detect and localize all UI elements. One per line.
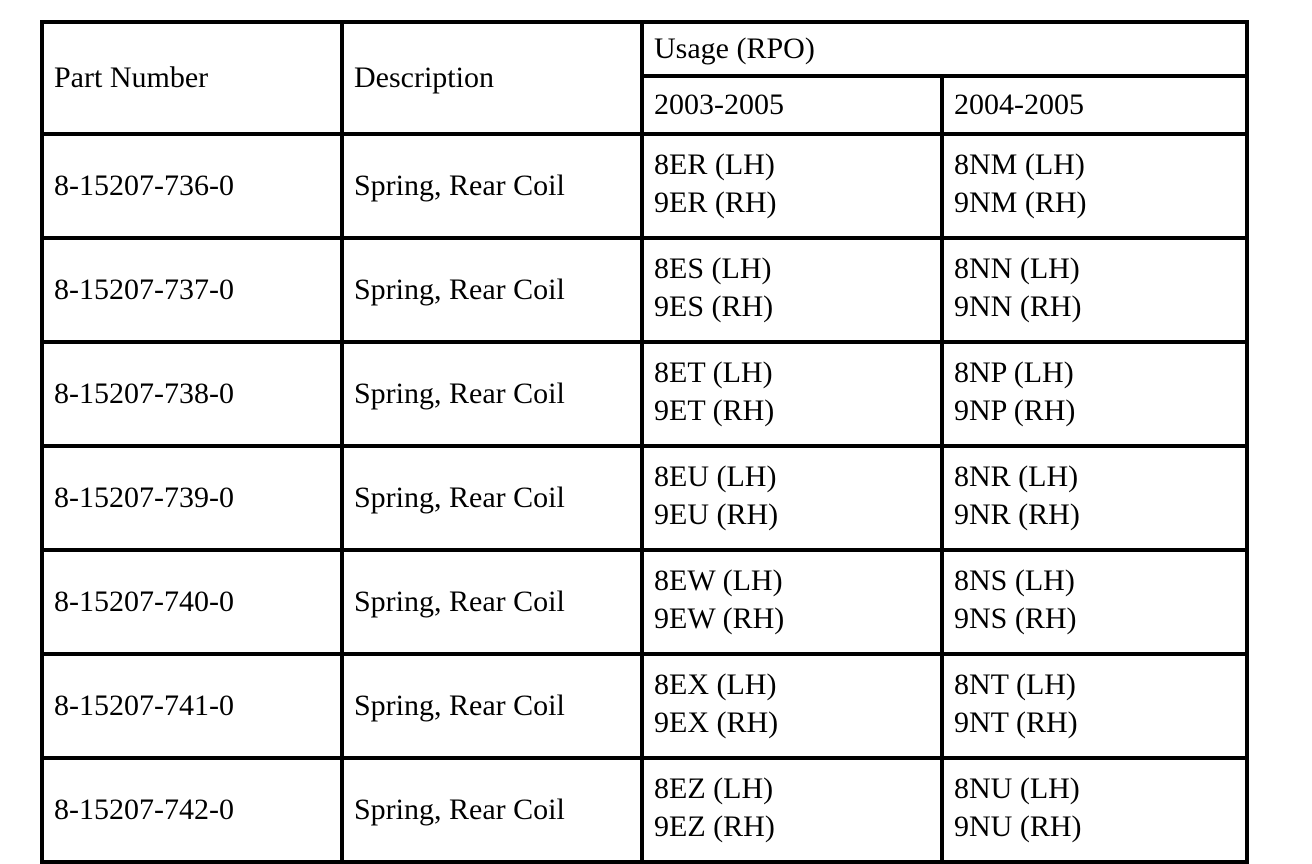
- rpo-code: 8EU (LH): [654, 460, 777, 493]
- part-number-cell: 8-15207-740-0: [42, 550, 342, 654]
- description-cell: Spring, Rear Coil: [342, 446, 642, 550]
- header-usage-rpo: Usage (RPO): [642, 22, 1247, 76]
- part-number-cell: 8-15207-736-0: [42, 134, 342, 238]
- rpo-code: 8EZ (LH): [654, 772, 774, 805]
- rpo-code: 9NN (RH): [954, 290, 1082, 323]
- rpo-code: 8ET (LH): [654, 356, 773, 389]
- rpo-code: 9NP (RH): [954, 394, 1076, 427]
- rpo-code: 8NT (LH): [954, 668, 1076, 701]
- rpo-code: 9ES (RH): [654, 290, 774, 323]
- part-number-cell: 8-15207-738-0: [42, 342, 342, 446]
- table-row: [42, 342, 1247, 446]
- usage-2003-2005-cell: [642, 550, 942, 654]
- table-row: [42, 654, 1247, 758]
- rpo-code: 8NR (LH): [954, 460, 1079, 493]
- rpo-code: 8NN (LH): [954, 252, 1080, 285]
- part-number-cell: 8-15207-737-0: [42, 238, 342, 342]
- rpo-code: 8EW (LH): [654, 564, 783, 597]
- rpo-code: 9NM (RH): [954, 186, 1087, 219]
- rpo-code: 9ER (RH): [654, 186, 777, 219]
- table-row: [42, 550, 1247, 654]
- rpo-code: 9EW (RH): [654, 602, 785, 635]
- header-years-2003-2005: 2003-2005: [642, 76, 942, 134]
- description-cell: Spring, Rear Coil: [342, 342, 642, 446]
- description-cell: Spring, Rear Coil: [342, 654, 642, 758]
- rpo-code: 8NP (LH): [954, 356, 1074, 389]
- description-cell: Spring, Rear Coil: [342, 550, 642, 654]
- rpo-code: 8NM (LH): [954, 148, 1085, 181]
- part-number-cell: 8-15207-742-0: [42, 758, 342, 862]
- usage-2004-2005-cell: [942, 758, 1247, 862]
- table-row: [42, 758, 1247, 862]
- part-number-cell: 8-15207-739-0: [42, 446, 342, 550]
- description-cell: Spring, Rear Coil: [342, 134, 642, 238]
- rpo-code: 8NU (LH): [954, 772, 1080, 805]
- rpo-code: 9NS (RH): [954, 602, 1077, 635]
- header-years-2004-2005: 2004-2005: [942, 76, 1247, 134]
- table-row: [42, 446, 1247, 550]
- rpo-code: 8EX (LH): [654, 668, 777, 701]
- rpo-code: 9NR (RH): [954, 498, 1080, 531]
- usage-2004-2005-cell: [942, 550, 1247, 654]
- usage-2003-2005-cell: [642, 238, 942, 342]
- rpo-code: 8NS (LH): [954, 564, 1075, 597]
- rpo-code: 8ER (LH): [654, 148, 775, 181]
- rpo-code: 9EU (RH): [654, 498, 779, 531]
- header-row: [42, 22, 1247, 76]
- rpo-code: 9NT (RH): [954, 706, 1078, 739]
- rpo-code: 9ET (RH): [654, 394, 775, 427]
- usage-2003-2005-cell: [642, 654, 942, 758]
- usage-2004-2005-cell: [942, 238, 1247, 342]
- usage-2004-2005-cell: [942, 654, 1247, 758]
- table-row: [42, 238, 1247, 342]
- rpo-code: 9EX (RH): [654, 706, 779, 739]
- rpo-code: 9EZ (RH): [654, 810, 775, 843]
- usage-2004-2005-cell: [942, 446, 1247, 550]
- description-cell: Spring, Rear Coil: [342, 238, 642, 342]
- header-description: Description: [342, 22, 642, 134]
- usage-2003-2005-cell: [642, 446, 942, 550]
- usage-2004-2005-cell: [942, 342, 1247, 446]
- parts-usage-table: [40, 20, 1249, 864]
- usage-2004-2005-cell: [942, 134, 1247, 238]
- usage-2003-2005-cell: [642, 342, 942, 446]
- description-cell: Spring, Rear Coil: [342, 758, 642, 862]
- part-number-cell: 8-15207-741-0: [42, 654, 342, 758]
- usage-2003-2005-cell: [642, 134, 942, 238]
- rpo-code: 8ES (LH): [654, 252, 772, 285]
- usage-2003-2005-cell: [642, 758, 942, 862]
- table-row: [42, 134, 1247, 238]
- rpo-code: 9NU (RH): [954, 810, 1082, 843]
- header-part-number: Part Number: [42, 22, 342, 134]
